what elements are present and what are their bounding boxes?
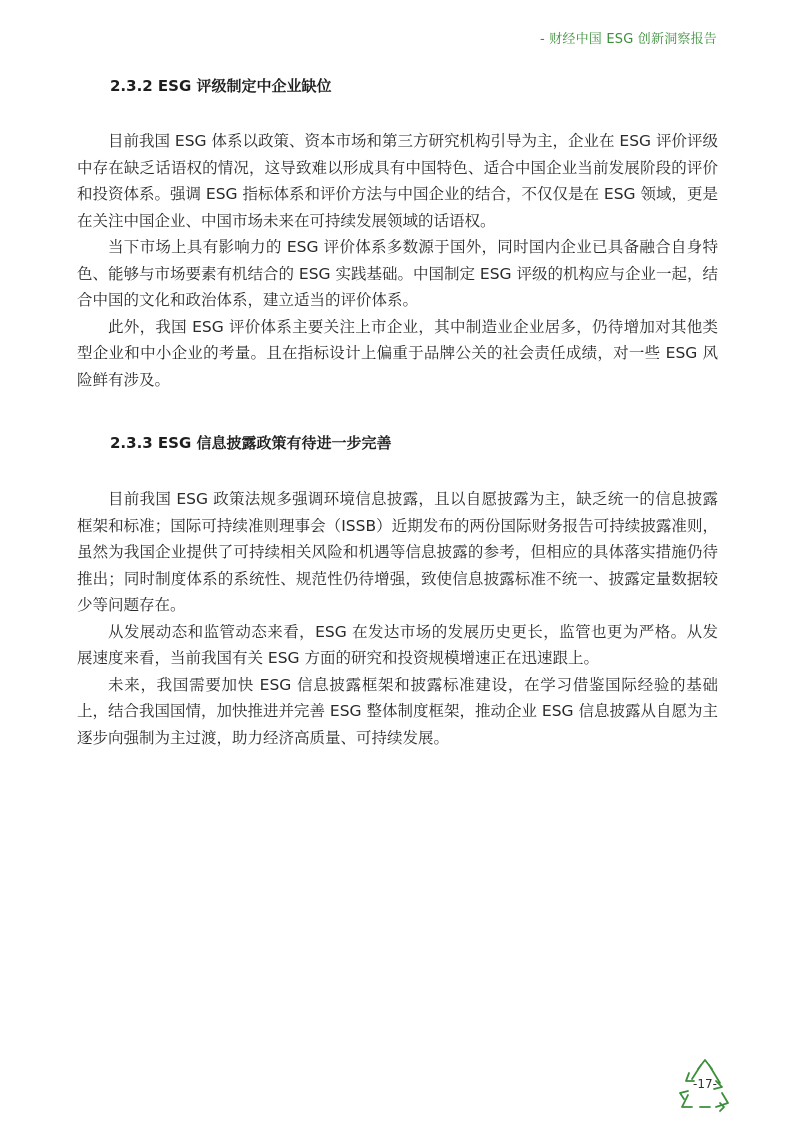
- paragraph: 目前我国 ESG 政策法规多强调环境信息披露，且以自愿披露为主，缺乏统一的信息披露框架和标准；国际可持续准则理事会（ISSB）近期发布的两份国际财务报告可持续披露准则，虽然为我国企业提供了可持续相关风险和机遇等信息披露的参考，但相应的具体落实措施仍待推出；同时制度体系的系统性、规范性仍待增强，致使信息披露标准不统一、披露定量数据较少等问题存在。: [77, 490, 718, 614]
- paragraph: 目前我国 ESG 体系以政策、资本市场和第三方研究机构引导为主，企业在 ESG 评价评级中存在缺乏话语权的情况，这导致难以形成具有中国特色、适合中国企业当前发展阶段的评价和投资体系。强调 ESG 指标体系和评价方法与中国企业的结合，不仅仅是在 ESG 领域，更是在关注中国企业、中国市场未来在可持续发展领域的话语权。: [77, 132, 718, 230]
- section-body-2-3-3: [77, 486, 718, 751]
- section-heading-2-3-3: 2.3.3 ESG 信息披露政策有待进一步完善: [110, 434, 392, 452]
- page-number: -17-: [693, 1077, 717, 1091]
- paragraph: 此外，我国 ESG 评价体系主要关注上市企业，其中制造业企业居多，仍待增加对其他类型企业和中小企业的考量。且在指标设计上偏重于品牌公关的社会责任成绩，对一些 ESG 风险鲜有涉及。: [77, 317, 718, 389]
- section-heading-2-3-2: 2.3.2 ESG 评级制定中企业缺位: [110, 77, 332, 95]
- header-tag: - 财经中国 ESG 创新洞察报告: [539, 32, 717, 47]
- paragraph: 从发展动态和监管动态来看，ESG 在发达市场的发展历史更长，监管也更为严格。从发展速度来看，当前我国有关 ESG 方面的研究和投资规模增速正在迅速跟上。: [77, 622, 718, 667]
- page-number-badge: [676, 1057, 734, 1115]
- paragraph: 未来，我国需要加快 ESG 信息披露框架和披露标准建设，在学习借鉴国际经验的基础上，结合我国国情，加快推进并完善 ESG 整体制度框架，推动企业 ESG 信息披露从自愿为主逐步向强制为主过渡，助力经济高质量、可持续发展。: [77, 675, 718, 747]
- section-body-2-3-2: [77, 128, 718, 393]
- paragraph: 当下市场上具有影响力的 ESG 评价体系多数源于国外，同时国内企业已具备融合自身特色、能够与市场要素有机结合的 ESG 实践基础。中国制定 ESG 评级的机构应与企业一起，结合中国的文化和政治体系，建立适当的评价体系。: [77, 238, 718, 309]
